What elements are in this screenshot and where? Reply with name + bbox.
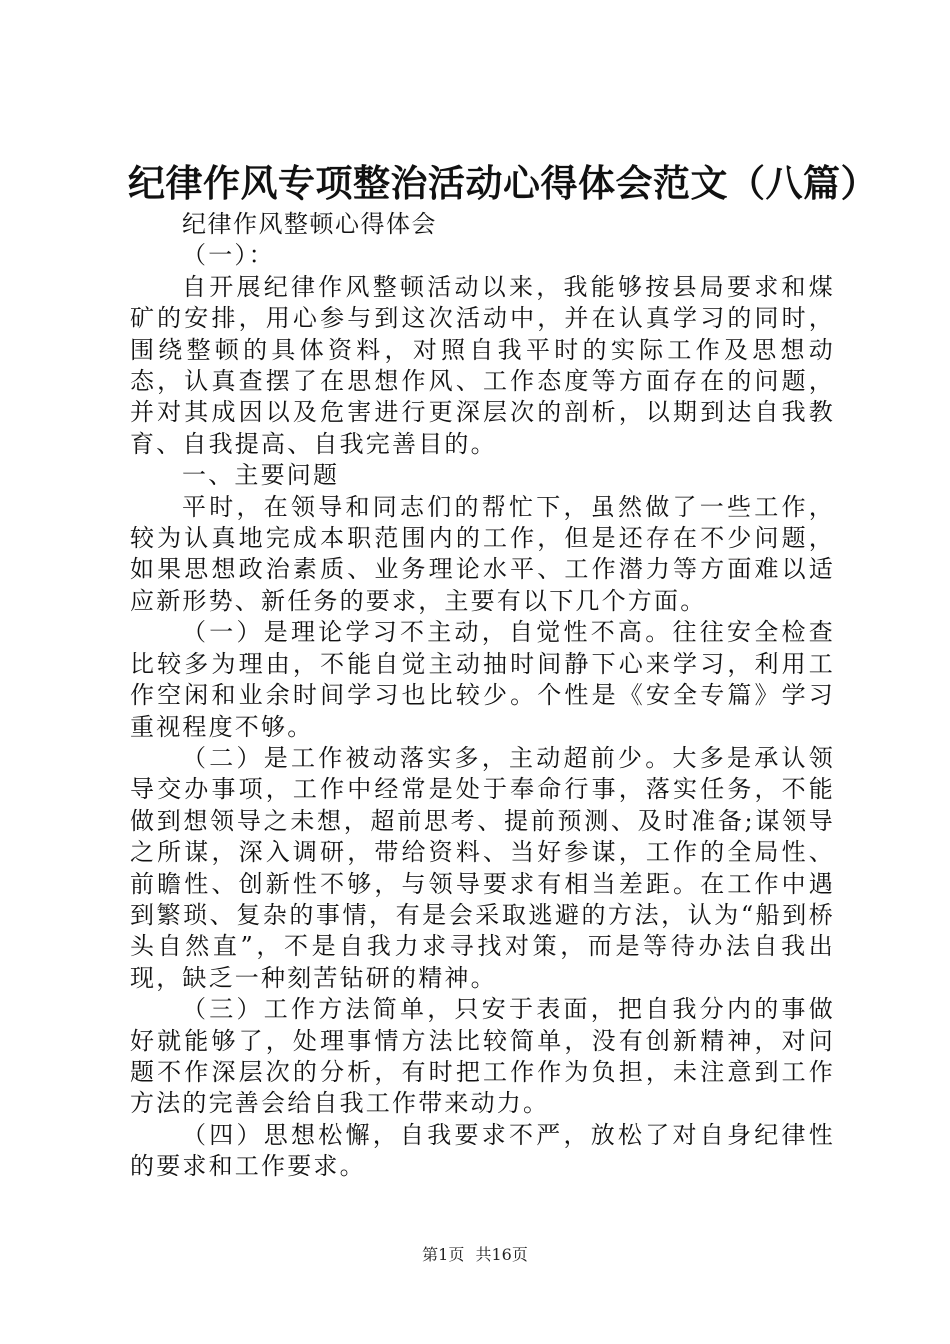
page-total: 共16页: [475, 1245, 528, 1264]
page-number: 第1页: [422, 1245, 465, 1264]
paragraph-intro: 自开展纪律作风整顿活动以来，我能够按县局要求和煤矿的安排，用心参与到这次活动中，并在认真学习的同时，围绕整顿的具体资料，对照自我平时的实际工作及思想动态，认真查摆了在思想作风、工作态度等方面存在的问题，并对其成因以及危害进行更深层次的剖析，以期到达自我教育、自我提高、自我完善目的。: [130, 272, 835, 458]
paragraph-problem-2: （二）是工作被动落实多，主动超前少。大多是承认领导交办事项，工作中经常是处于奉命行事，落实任务，不能做到想领导之未想，超前思考、提前预测、及时准备;谋领导之所谋，深入调研，带给资料、当好参谋，工作的全局性、前瞻性、创新性不够，与领导要求有相当差距。在工作中遇到繁琐、复杂的事情，有是会采取逃避的方法，认为“船到桥头自然直”，不是自我力求寻找对策，而是等待办法自我出现，缺乏一种刻苦钻研的精神。: [130, 743, 835, 992]
section-subtitle: 纪律作风整顿心得体会: [182, 210, 437, 238]
paragraph-problem-3: （三）工作方法简单，只安于表面，把自我分内的事做好就能够了，处理事情方法比较简单，没有创新精神，对问题不作深层次的分析，有时把工作作为负担，未注意到工作方法的完善会给自我工作带来动力。: [130, 995, 835, 1118]
page-footer: [0, 1244, 950, 1266]
paragraph-problem-1: （一）是理论学习不主动，自觉性不高。往往安全检查比较多为理由，不能自觉主动抽时间静下心来学习，利用工作空闲和业余时间学习也比较少。个性是《安全专篇》学习重视程度不够。: [130, 618, 835, 741]
document-body: [130, 209, 835, 1183]
paragraph-problem-4: （四）思想松懈，自我要求不严，放松了对自身纪律性的要求和工作要求。: [130, 1120, 835, 1181]
document-title: 纪律作风专项整治活动心得体会范文（八篇）: [128, 161, 878, 205]
heading-main-problems: 一、主要问题: [182, 461, 340, 490]
section-number: （一）：: [182, 241, 275, 270]
paragraph-problems-overview: 平时，在领导和同志们的帮忙下，虽然做了一些工作，较为认真地完成本职范围内的工作，但是还存在不少问题，如果思想政治素质、业务理论水平、工作潜力等方面难以适应新形势、新任务的要求，主要有以下几个方面。: [130, 492, 835, 615]
